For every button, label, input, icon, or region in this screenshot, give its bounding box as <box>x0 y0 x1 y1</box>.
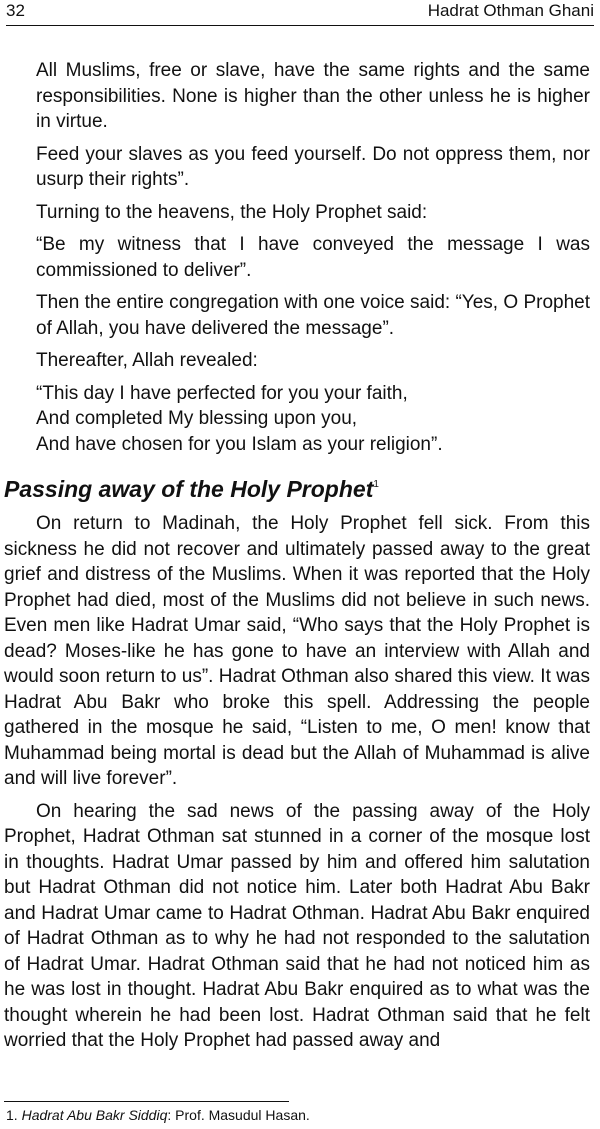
section-heading <box>4 471 600 503</box>
text-block: “Be my witness that I have conveyed the message I was commissioned to deliver”. <box>36 234 590 281</box>
verse-line: And have chosen for you Islam as your religion”. <box>36 433 443 455</box>
header-rule <box>6 25 594 26</box>
footnote-marker: 1 <box>373 479 379 490</box>
verse-line: “This day I have perfected for you your faith, <box>36 382 408 404</box>
text-block: Feed your slaves as you feed yourself. Do not oppress them, nor usurp their rights”. <box>36 143 590 190</box>
verse-line: And completed My blessing upon you, <box>36 408 358 429</box>
page-number: 32 <box>6 1 25 20</box>
footnote-title: Hadrat Abu Bakr Siddiq <box>21 1107 168 1123</box>
text-block: Then the entire congregation with one voice said: “Yes, O Prophet of Allah, you have delivered the message”. <box>36 292 590 339</box>
text-block: Turning to the heavens, the Holy Prophet said: <box>36 201 428 223</box>
footnote-citation: Prof. Masudul Hasan. <box>171 1107 310 1123</box>
footnote-number: 1. <box>6 1107 18 1123</box>
body-paragraph: On return to Madinah, the Holy Prophet fell sick. From this sickness he did not recover and ultimately passed away to the great grief and distress of the Muslims. When it was reported that the Holy Prophet had died, most of the Muslims did not believe in such news. Even men like Hadrat Umar said, “Who says that the Holy Prophet is dead? Moses-like he has gone to have an interview with Allah and would soon return to us”. Hadrat Othman also shared this view. It was Hadrat Abu Bakr who broke this spell. Addressing the people gathered in the mosque he said, “Listen to me, O men! know that Muhammad being mortal is dead but the Allah of Muhammad is alive and will live forever”. <box>4 513 590 789</box>
body-paragraph: On hearing the sad news of the passing away of the Holy Prophet, Hadrat Othman sat stunned in a corner of the mosque lost in thoughts. Hadrat Umar passed by him and offered him salutation but Hadrat Othman did not notice him. Later both Hadrat Abu Bakr and Hadrat Umar came to Hadrat Othman. Hadrat Abu Bakr enquired of Hadrat Othman as to why he had not responded to the salutation of Hadrat Umar. Hadrat Othman said that he had not noticed him as he was lost in thought. Hadrat Abu Bakr enquired as to what was the thought wherein he had been lost. Hadrat Othman said that he felt worried that the Holy Prophet had passed away and <box>4 800 590 1051</box>
running-title: Hadrat Othman Ghani <box>427 1 594 20</box>
page-header <box>6 0 594 22</box>
footnote <box>6 1106 310 1124</box>
footnote-rule <box>4 1101 289 1102</box>
text-block: Thereafter, Allah revealed: <box>36 350 258 371</box>
footnote-separator: : <box>167 1107 172 1123</box>
text-block: All Muslims, free or slave, have the same rights and the same responsibilities. None is higher than the other unless he is higher in virtue. <box>36 60 590 132</box>
body-text <box>0 58 600 1061</box>
section-heading-text: Passing away of the Holy Prophet <box>4 476 374 502</box>
